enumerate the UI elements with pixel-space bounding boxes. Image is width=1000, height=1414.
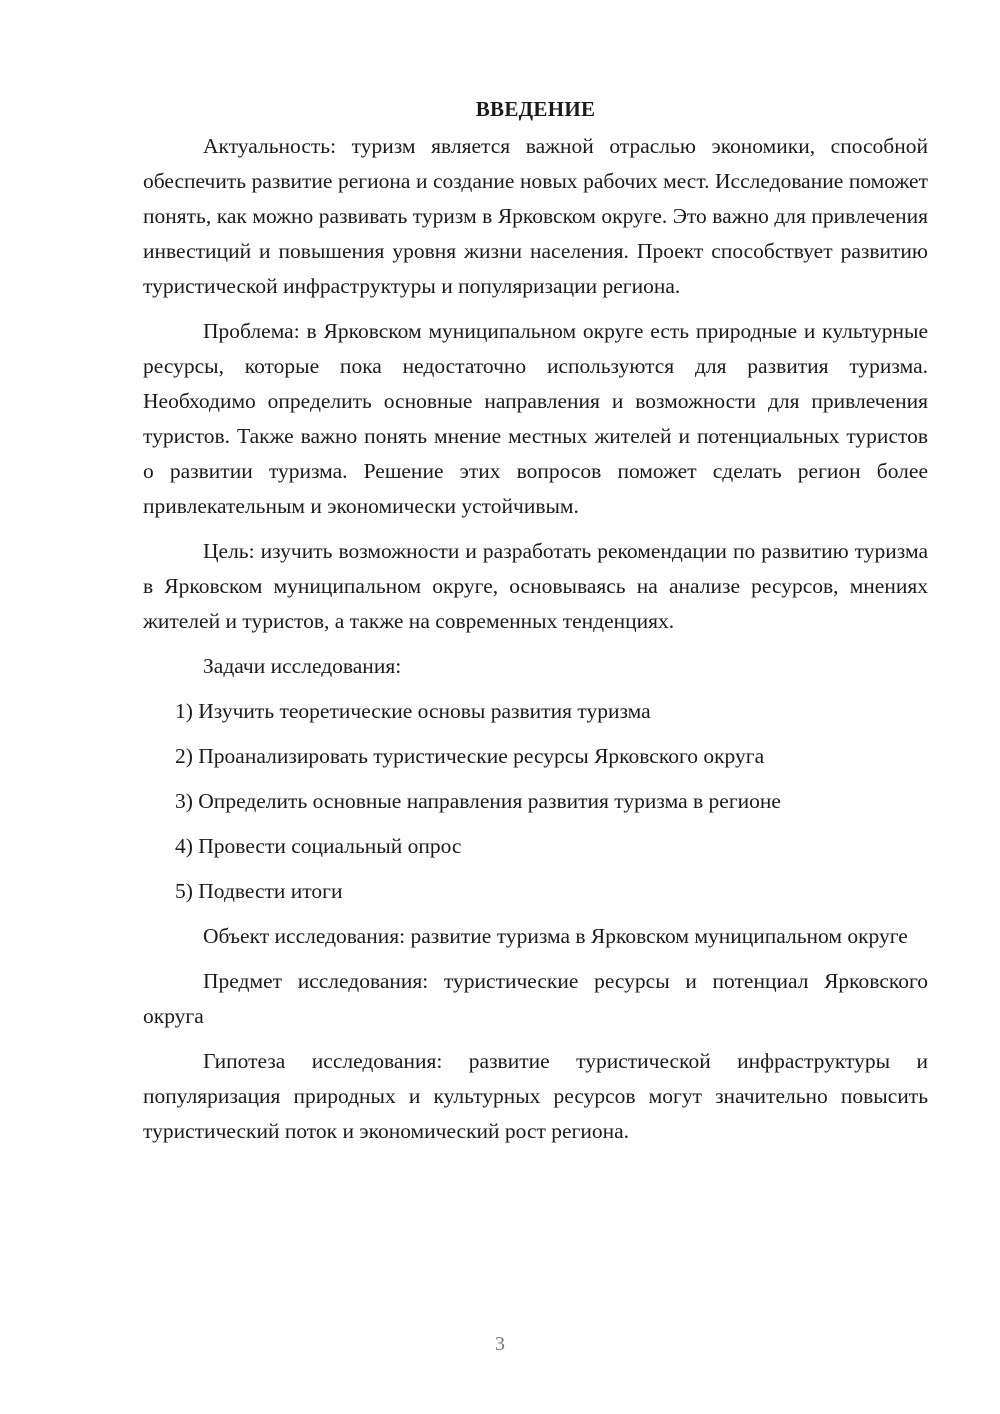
page-title: ВВЕДЕНИЕ [475, 97, 596, 121]
task-item: 3) Определить основные направления развития туризма в регионе [175, 789, 781, 813]
task-item: 5) Подвести итоги [175, 879, 343, 903]
task-item: 2) Проанализировать туристические ресурсы Ярковского округа [175, 744, 765, 768]
document-page [143, 92, 928, 1159]
tasks-list [143, 694, 928, 909]
paragraph-object: Объект исследования: развитие туризма в Ярковском муниципальном округе [203, 924, 908, 948]
paragraph-subject: Предмет исследования: туристические ресурсы и потенциал Ярковского округа [143, 969, 928, 1028]
paragraph-hypothesis: Гипотеза исследования: развитие туристической инфраструктуры и популяризация природных и культурных ресурсов могут значительно повысить туристический поток и экономический рост региона. [143, 1049, 928, 1143]
task-item: 4) Провести социальный опрос [175, 834, 462, 858]
paragraph-goal: Цель: изучить возможности и разработать рекомендации по развитию туризма в Ярковском муниципальном округе, основываясь на анализе ресурсов, мнениях жителей и туристов, а также на современных тенденциях. [143, 539, 928, 633]
paragraph-relevance: Актуальность: туризм является важной отраслью экономики, способной обеспечить развитие региона и создание новых рабочих мест. Исследование поможет понять, как можно развивать туризм в Ярковском округе. Это важно для привлечения инвестиций и повышения уровня жизни населения. Проект способствует развитию туристической инфраструктуры и популяризации региона. [143, 134, 928, 298]
task-item: 1) Изучить теоретические основы развития туризма [175, 699, 651, 723]
paragraph-problem: Проблема: в Ярковском муниципальном округе есть природные и культурные ресурсы, которые пока недостаточно используются для развития туризма. Необходимо определить основные направления и возможности для привлечения туристов. Также важно понять мнение местных жителей и потенциальных туристов о развитии туризма. Решение этих вопросов поможет сделать регион более привлекательным и экономически устойчивым. [143, 319, 928, 518]
page-number: 3 [495, 1333, 505, 1355]
tasks-heading: Задачи исследования: [203, 654, 402, 678]
